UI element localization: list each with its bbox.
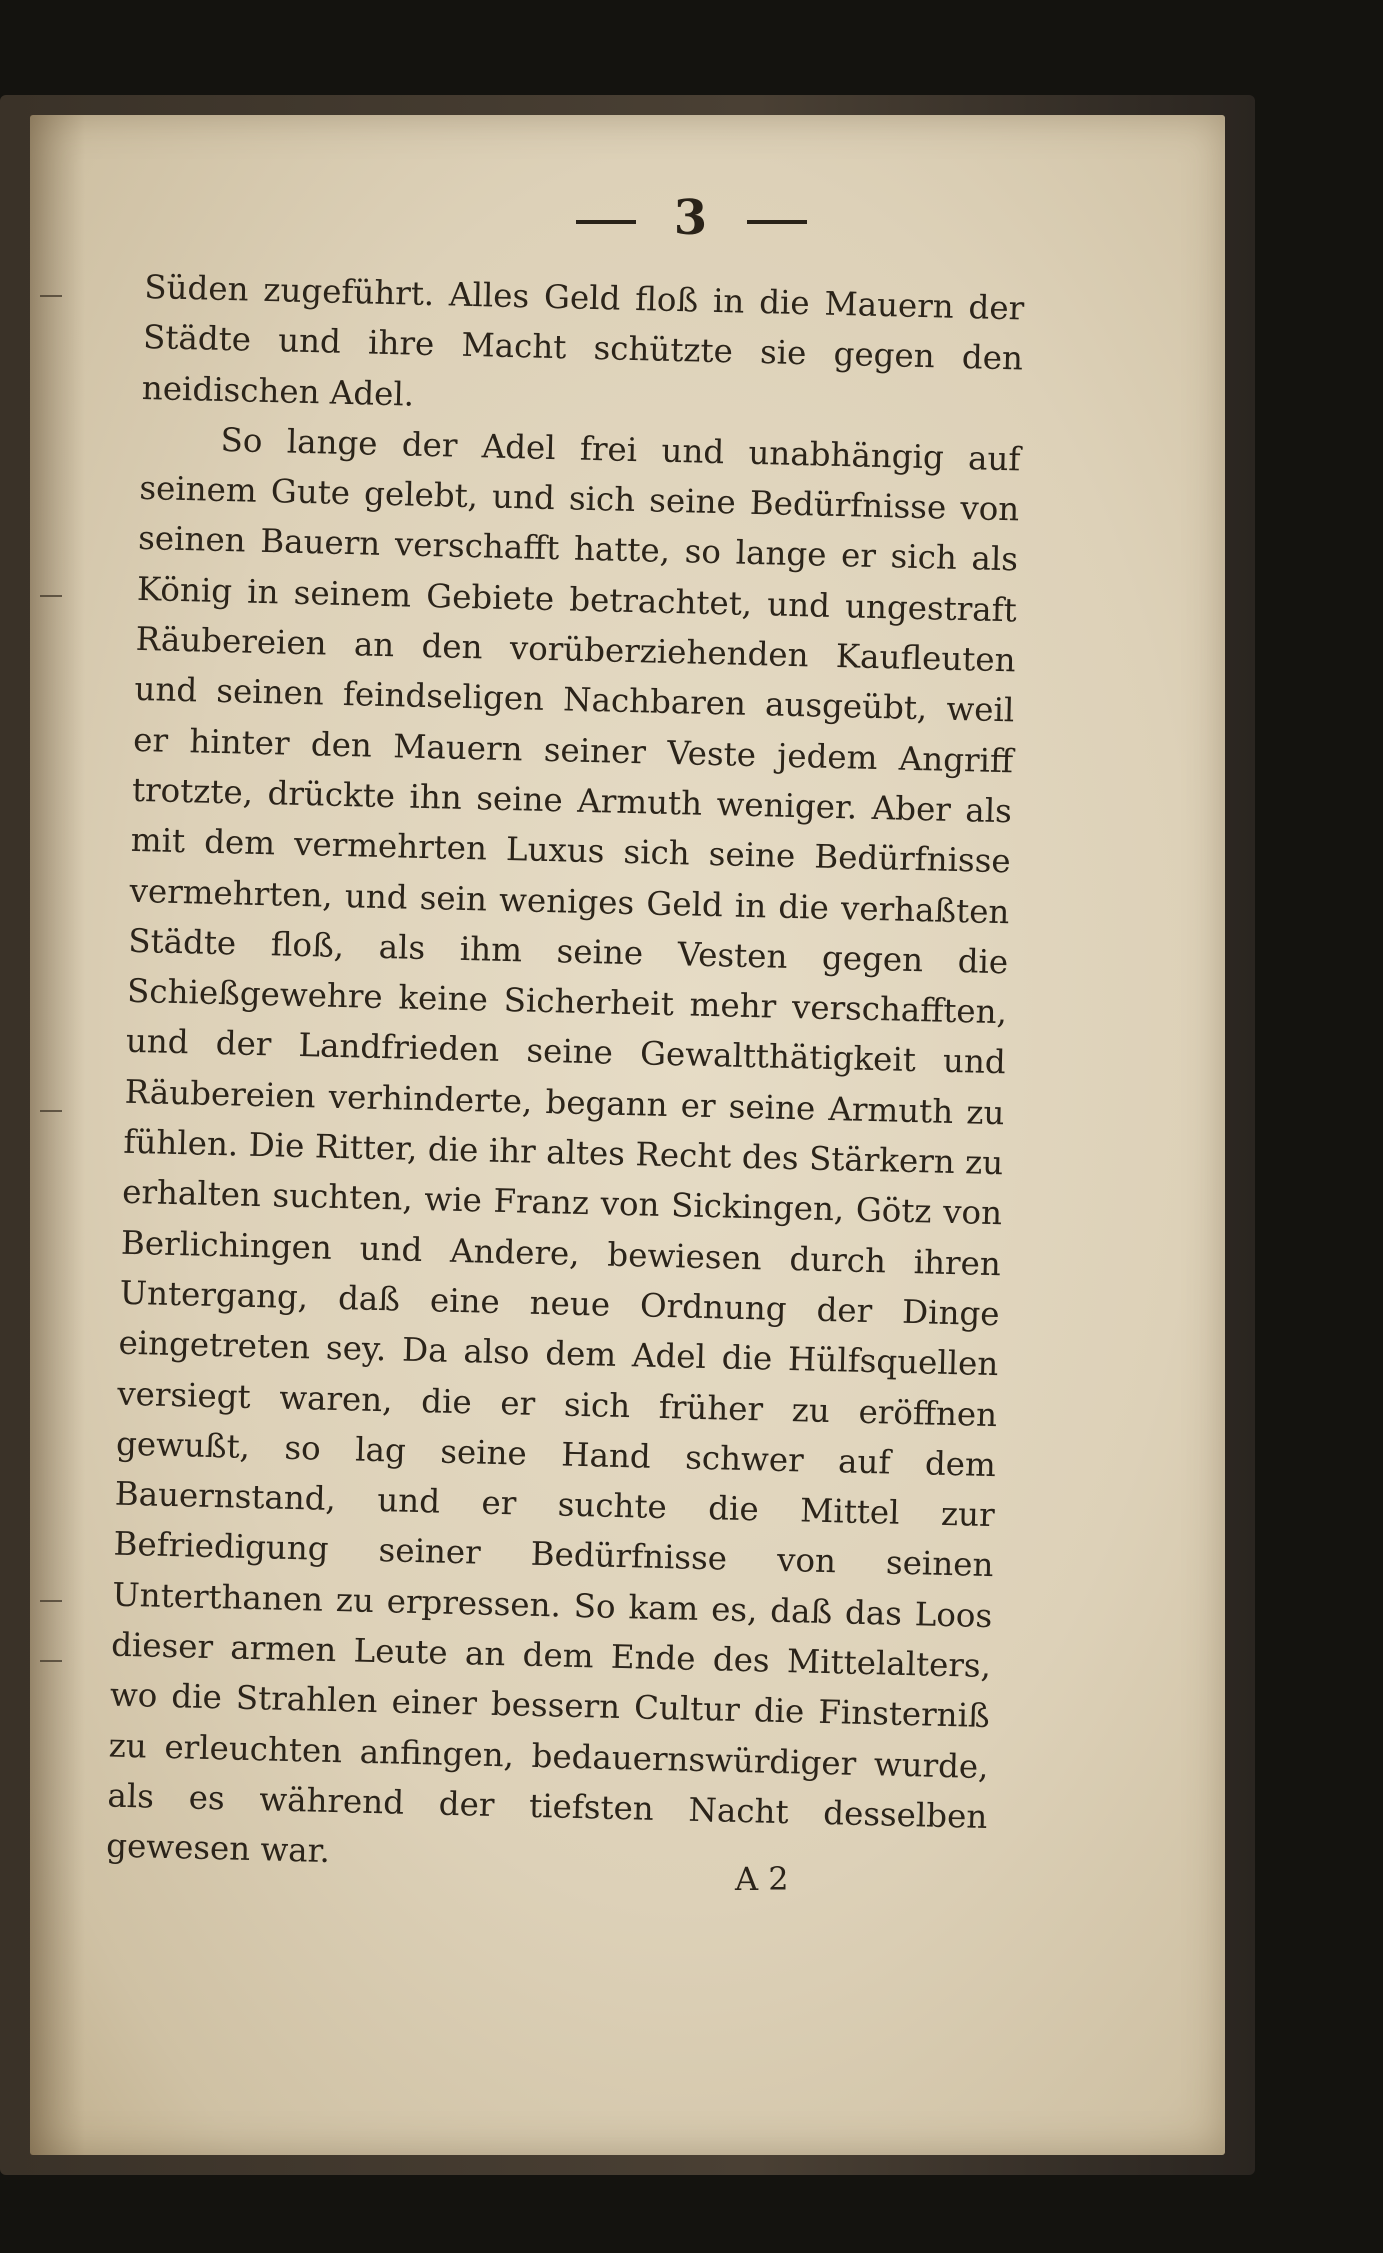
margin-mark [40,1110,62,1112]
margin-mark [40,1660,62,1662]
page-header [0,190,1383,246]
header-dash-right [747,220,807,224]
header-dash-left [576,220,636,224]
page-number: 3 [673,190,710,246]
margin-mark [40,295,62,297]
paragraph-2: So lange der Adel frei und unabhängig auf seinem Gute gelebt, und sich seine Bedürfnisse von seinen Bauern verschafft hatte, so lange er sich als König in seinem Gebiete betrachtet, und ungestraft Räubereien an den vorüberziehenden Kaufleuten und seinen feindseligen Nachbaren ausgeübt, weil er hinter den Mauern seiner Veste jedem Angriff trotzte, drückte ihn seine Armuth weniger. Aber als mit dem vermehrten Luxus sich seine Bedürfnisse vermehrten, und sein weniges Geld in die verhaßten Städte floß, als ihm seine Vesten gegen die Schießgewehre keine Sicherheit mehr verschafften, und der Landfrieden seine Gewaltthätigkeit und Räubereien verhinderte, begann er seine Armuth zu fühlen. Die Ritter, die ihr altes Recht des Stärkern zu erhalten suchten, wie Franz von Sickingen, Götz von Berlichingen und Andere, bewiesen durch ihren Untergang, daß eine neue Ordnung der Dinge eingetreten sey. Da also dem Adel die Hülfsquellen versiegt waren, die er sich früher zu eröffnen gewußt, so lag seine Hand schwer auf dem Bauernstand, und er suchte die Mittel zur Befriedigung seiner Bedürfnisse von seinen Unterthanen zu erpressen. So kam es, daß das Loos dieser armen Leute an dem Ende des Mittelalters, wo die Strahlen einer bessern Cultur die Finsterniß zu erleuchten anfingen, bedauernswürdiger wurde, als es während der tiefsten Nacht desselben gewesen war. [105,420,1021,1871]
signature-mark: A 2 [735,1860,789,1898]
margin-mark [40,595,62,597]
body-text [106,262,1025,1893]
paragraph-1: Süden zugeführt. Alles Geld floß in die Mauern der Städte und ihre Macht schützte sie gegen den neidischen Adel. [141,267,1025,414]
margin-mark [40,1600,62,1602]
